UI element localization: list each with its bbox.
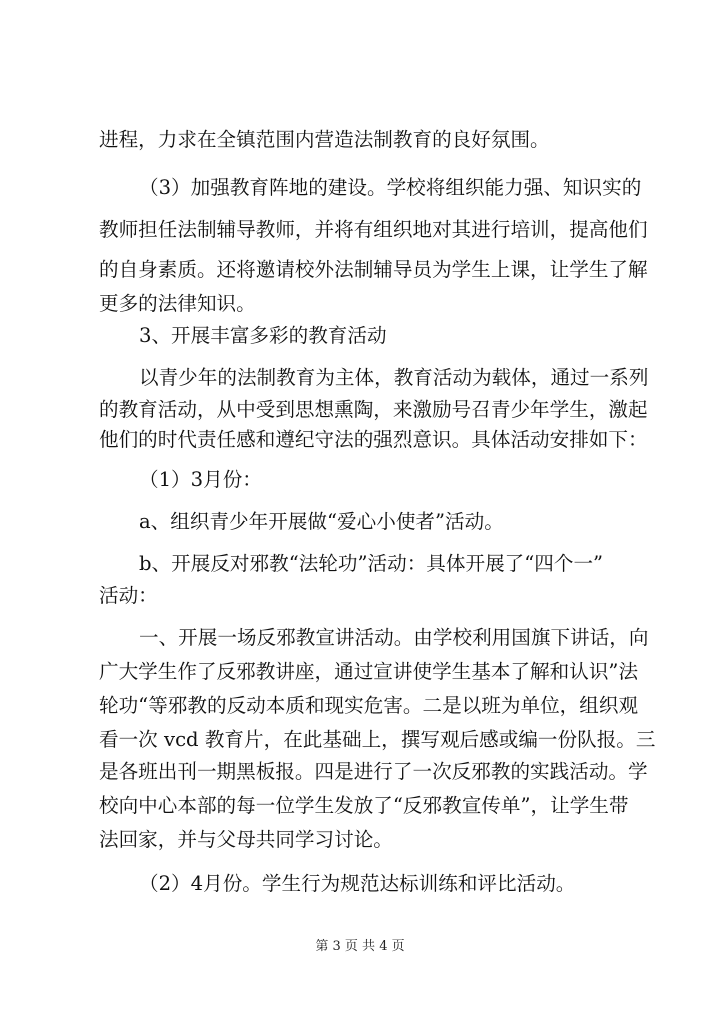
text-line: 更多的法律知识。 — [99, 292, 256, 315]
text-line: 校向中心本部的每一位学生发放了“反邪教宣传单”，让学生带 — [99, 794, 629, 817]
text-line: 活动： — [99, 584, 158, 607]
text-line: 看一次 vcd 教育片，在此基础上，撰写观后感或编一份队报。三 — [99, 728, 656, 751]
text-line: 一、开展一场反邪教宣讲活动。由学校利用国旗下讲话，向 — [139, 626, 649, 649]
text-line: 轮功“等邪教的反动本质和现实危害。二是以班为单位，组织观 — [99, 694, 639, 717]
text-line: 的自身素质。还将邀请校外法制辅导员为学生上课，让学生了解 — [99, 258, 648, 281]
text-line: 的教育活动，从中受到思想熏陶，来激励号召青少年学生，激起 — [99, 398, 648, 421]
section-heading: 3、开展丰富多彩的教育活动 — [139, 324, 387, 347]
text-line: （3）加强教育阵地的建设。学校将组织能力强、知识实的 — [139, 176, 642, 199]
text-line: 以青少年的法制教育为主体，教育活动为载体，通过一系列 — [139, 366, 649, 389]
text-line: （1）3月份： — [139, 468, 262, 491]
text-line: （2）4月份。学生行为规范达标训练和评比活动。 — [139, 872, 576, 895]
text-line: 教师担任法制辅导教师，并将有组织地对其进行培训，提高他们 — [99, 218, 648, 241]
text-line: 广大学生作了反邪教讲座，通过宣讲使学生基本了解和认识”法 — [99, 660, 639, 683]
text-line: 进程，力求在全镇范围内营造法制教育的良好氛围。 — [99, 128, 550, 151]
text-line: a、组织青少年开展做“爱心小使者”活动。 — [139, 510, 504, 533]
page-number-footer: 第 3 页 共 4 页 — [315, 939, 405, 954]
text-line: b、开展反对邪教“法轮功”活动：具体开展了“四个一” — [139, 552, 604, 575]
text-line: 是各班出刊一期黑板报。四是进行了一次反邪教的实践活动。学 — [99, 760, 648, 783]
text-line: 他们的时代责任感和遵纪守法的强烈意识。具体活动安排如下： — [99, 428, 648, 451]
text-line: 法回家，并与父母共同学习讨论。 — [99, 828, 393, 851]
